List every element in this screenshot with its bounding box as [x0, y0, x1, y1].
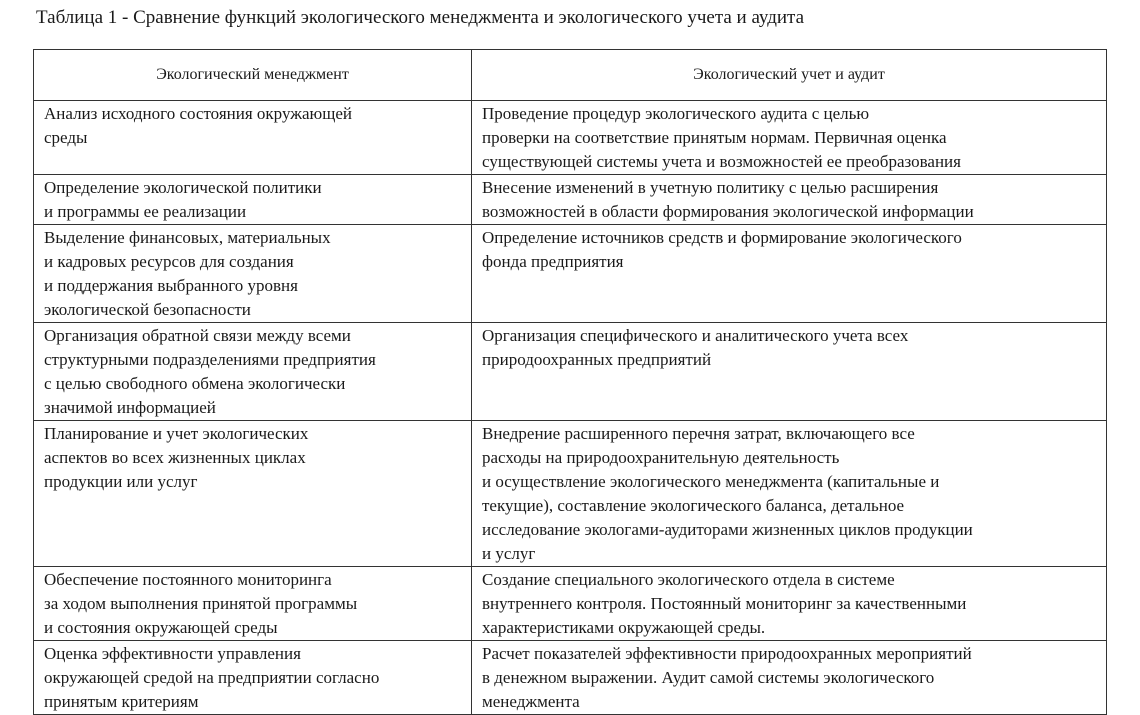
cell-text-line: Создание специального экологического отдела в системе: [482, 570, 895, 589]
cell-text-line: расходы на природоохранительную деятельность: [482, 448, 840, 467]
cell-text-line: продукции или услуг: [44, 472, 198, 491]
cell-text-line: Определение экологической политики: [44, 178, 322, 197]
cell-text-line: Определение источников средств и формирование экологического: [482, 228, 962, 247]
accounting-audit-cell: [472, 641, 1107, 715]
cell-text-line: Организация обратной связи между всеми: [44, 326, 351, 345]
accounting-audit-cell: [472, 323, 1107, 421]
cell-text-line: и кадровых ресурсов для создания: [44, 252, 294, 271]
management-cell: [34, 641, 472, 715]
cell-text-line: значимой информацией: [44, 398, 216, 417]
cell-text-line: исследование экологами-аудиторами жизненных циклов продукции: [482, 520, 973, 539]
cell-text-line: Анализ исходного состояния окружающей: [44, 104, 352, 123]
cell-text-line: структурными подразделениями предприятия: [44, 350, 376, 369]
cell-text-line: Оценка эффективности управления: [44, 644, 301, 663]
table-row: [34, 225, 1107, 323]
cell-text-line: за ходом выполнения принятой программы: [44, 594, 358, 613]
management-cell: [34, 567, 472, 641]
cell-text-line: и программы ее реализации: [44, 202, 247, 221]
cell-text-line: существующей системы учета и возможностей ее преобразования: [482, 152, 961, 171]
accounting-audit-cell: [472, 175, 1107, 225]
cell-text-line: Обеспечение постоянного мониторинга: [44, 570, 332, 589]
cell-text-line: характеристиками окружающей среды.: [482, 618, 766, 637]
cell-text-line: принятым критериям: [44, 692, 199, 711]
accounting-audit-cell: [472, 101, 1107, 175]
table-row: [34, 175, 1107, 225]
cell-text-line: с целью свободного обмена экологически: [44, 374, 346, 393]
cell-text-line: Выделение финансовых, материальных: [44, 228, 331, 247]
table-caption: Таблица 1 - Сравнение функций экологического менеджмента и экологического учета и аудита: [36, 7, 805, 28]
table-row: [34, 421, 1107, 567]
cell-text-line: и поддержания выбранного уровня: [44, 276, 298, 295]
cell-text-line: Расчет показателей эффективности природоохранных мероприятий: [482, 644, 972, 663]
table-row: [34, 101, 1107, 175]
cell-text-line: окружающей средой на предприятии согласно: [44, 668, 380, 687]
cell-text-line: менеджмента: [482, 692, 580, 711]
cell-text-line: Организация специфического и аналитического учета всех: [482, 326, 909, 345]
cell-text-line: Внесение изменений в учетную политику с целью расширения: [482, 178, 939, 197]
table-header-row: [34, 50, 1107, 101]
management-cell: [34, 323, 472, 421]
accounting-audit-cell: [472, 567, 1107, 641]
header-environmental-management: Экологический менеджмент: [34, 50, 472, 101]
table-row: [34, 323, 1107, 421]
cell-text-line: Планирование и учет экологических: [44, 424, 309, 443]
accounting-audit-cell: [472, 421, 1107, 567]
table-row: [34, 641, 1107, 715]
header-environmental-accounting-audit: Экологический учет и аудит: [472, 50, 1107, 101]
management-cell: [34, 225, 472, 323]
accounting-audit-cell: [472, 225, 1107, 323]
cell-text-line: и осуществление экологического менеджмента (капитальные и: [482, 472, 940, 491]
management-cell: [34, 175, 472, 225]
management-cell: [34, 421, 472, 567]
cell-text-line: и состояния окружающей среды: [44, 618, 278, 637]
cell-text-line: внутреннего контроля. Постоянный мониторинг за качественными: [482, 594, 967, 613]
cell-text-line: Проведение процедур экологического аудита с целью: [482, 104, 870, 123]
table-body: [34, 101, 1107, 715]
management-cell: [34, 101, 472, 175]
cell-text-line: экологической безопасности: [44, 300, 251, 319]
cell-text-line: среды: [44, 128, 88, 147]
cell-text-line: и услуг: [482, 544, 536, 563]
cell-text-line: природоохранных предприятий: [482, 350, 712, 369]
cell-text-line: фонда предприятия: [482, 252, 624, 271]
cell-text-line: в денежном выражении. Аудит самой системы экологического: [482, 668, 935, 687]
cell-text-line: текущие), составление экологического баланса, детальное: [482, 496, 905, 515]
cell-text-line: проверки на соответствие принятым нормам. Первичная оценка: [482, 128, 947, 147]
comparison-table: [33, 49, 1107, 715]
table-row: [34, 567, 1107, 641]
cell-text-line: возможностей в области формирования экологической информации: [482, 202, 974, 221]
cell-text-line: аспектов во всех жизненных циклах: [44, 448, 306, 467]
cell-text-line: Внедрение расширенного перечня затрат, включающего все: [482, 424, 915, 443]
